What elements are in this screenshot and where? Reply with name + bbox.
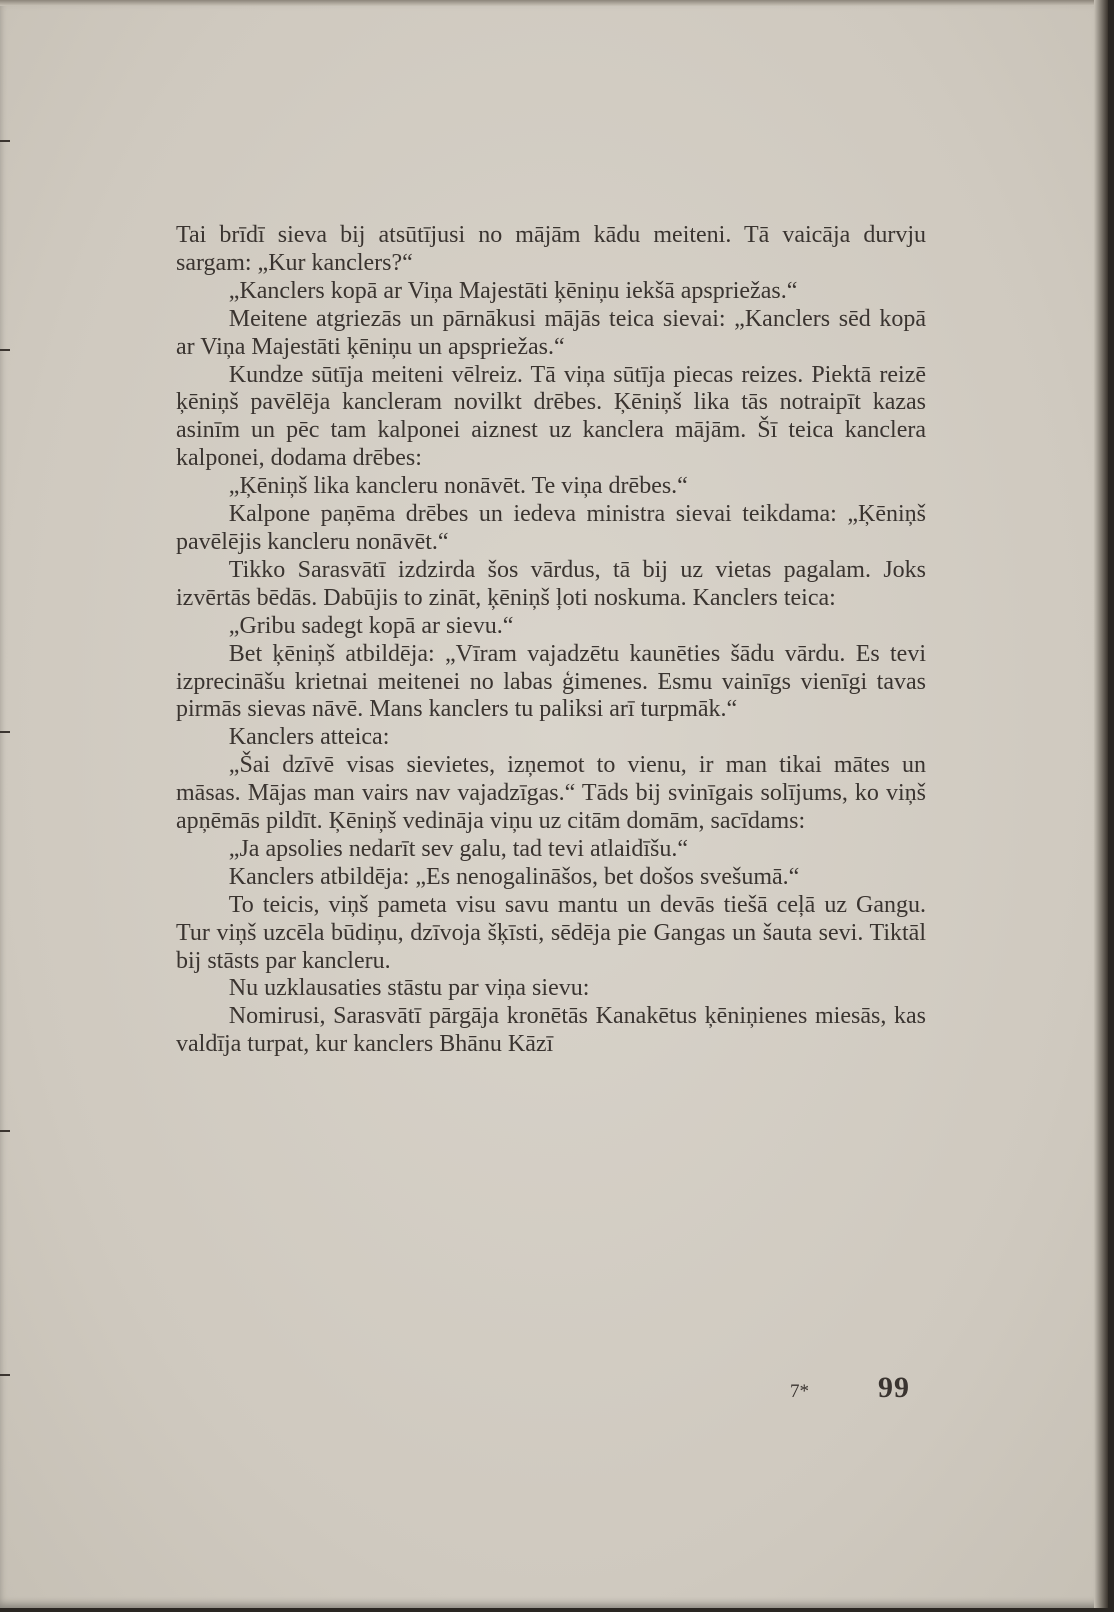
page-top-edge — [0, 0, 1108, 6]
paragraph: „Ja apsolies nedarīt sev galu, tad tevi atlaidīšu.“ — [228, 835, 688, 862]
paragraph: Nu uzklausaties stāstu par viņa sievu: — [228, 975, 590, 1002]
margin-tick — [0, 1374, 10, 1376]
paragraph: Kanclers atteica: — [228, 724, 390, 751]
paragraph: Kundze sūtīja meiteni vēlreiz. Tā viņa sūtīja piecas reizes. Piektā reizē ķēniņš pavēlēja kancleram novilkt drēbes. Ķēniņš lika tās notraipīt kazas asinīm un pēc tam kalponei aiznest uz kanclera mājām. Šī teica kanclera kalponei, dodama drēbes: — [176, 361, 926, 472]
body-text — [176, 222, 926, 1059]
margin-tick — [0, 1130, 10, 1132]
paragraph: „Ķēniņš lika kancleru nonāvēt. Te viņa drēbes.“ — [228, 473, 688, 500]
paragraph: „Gribu sadegt kopā ar sievu.“ — [228, 612, 514, 639]
paragraph: Nomirusi, Sarasvātī pārgāja kronētās Kanakētus ķēniņienes miesās, kas valdīja turpat, kur kanclers Bhānu Kāzī — [176, 1003, 926, 1058]
paragraph: Tai brīdī sieva bij atsūtījusi no mājām kādu meiteni. Tā vaicāja durvju sargam: „Kur kanclers?“ — [176, 222, 926, 276]
paragraph: „Šai dzīvē visas sievietes, izņemot to vienu, ir man tikai mātes un māsas. Mājas man vairs nav vajadzīgas.“ Tāds bij svinīgais solījums, ko viņš apņēmās pildīt. Ķēniņš vedināja viņu uz citām domām, sacīdams: — [176, 752, 926, 835]
paragraph: Meitene atgriezās un pārnākusi mājās teica sievai: „Kanclers sēd kopā ar Viņa Majestāti ķēniņu un apspriežas.“ — [176, 305, 926, 360]
margin-tick — [0, 731, 10, 733]
paragraph: Tikko Sarasvātī izdzirda šos vārdus, tā bij uz vietas pagalam. Joks izvērtās bēdās. Dabūjis to zināt, ķēniņš ļoti noskuma. Kanclers teica: — [176, 556, 926, 611]
paragraph: To teicis, viņš pameta visu savu mantu un devās tiešā ceļā uz Gangu. Tur viņš uzcēla būdiņu, dzīvoja šķīsti, sēdēja pie Gangas un šauta sevi. Tiktāl bij stāsts par kancleru. — [176, 891, 926, 974]
margin-tick — [0, 140, 10, 142]
margin-tick — [0, 349, 10, 351]
paragraph: Kalpone paņēma drēbes un iedeva ministra sievai teikdama: „Ķēniņš pavēlējis kancleru nonāvēt.“ — [176, 501, 926, 555]
printer-signature: 7* — [790, 1381, 809, 1402]
paragraph: Bet ķēniņš atbildēja: „Vīram vajadzētu kaunēties šādu vārdu. Es tevi izprecināšu krietnai meitenei no labas ģimenes. Esmu vainīgs vienīgi tavas pirmās sievas nāvē. Mans kanclers tu paliksi arī turpmāk.“ — [176, 640, 926, 723]
paragraph: Kanclers atbildēja: „Es nenogalināšos, bet došos svešumā.“ — [228, 863, 800, 890]
paragraph: „Kanclers kopā ar Viņa Majestāti ķēniņu iekšā apspriežas.“ — [228, 277, 798, 304]
page-right-edge — [1094, 0, 1108, 1608]
page-number: 99 — [878, 1371, 910, 1404]
